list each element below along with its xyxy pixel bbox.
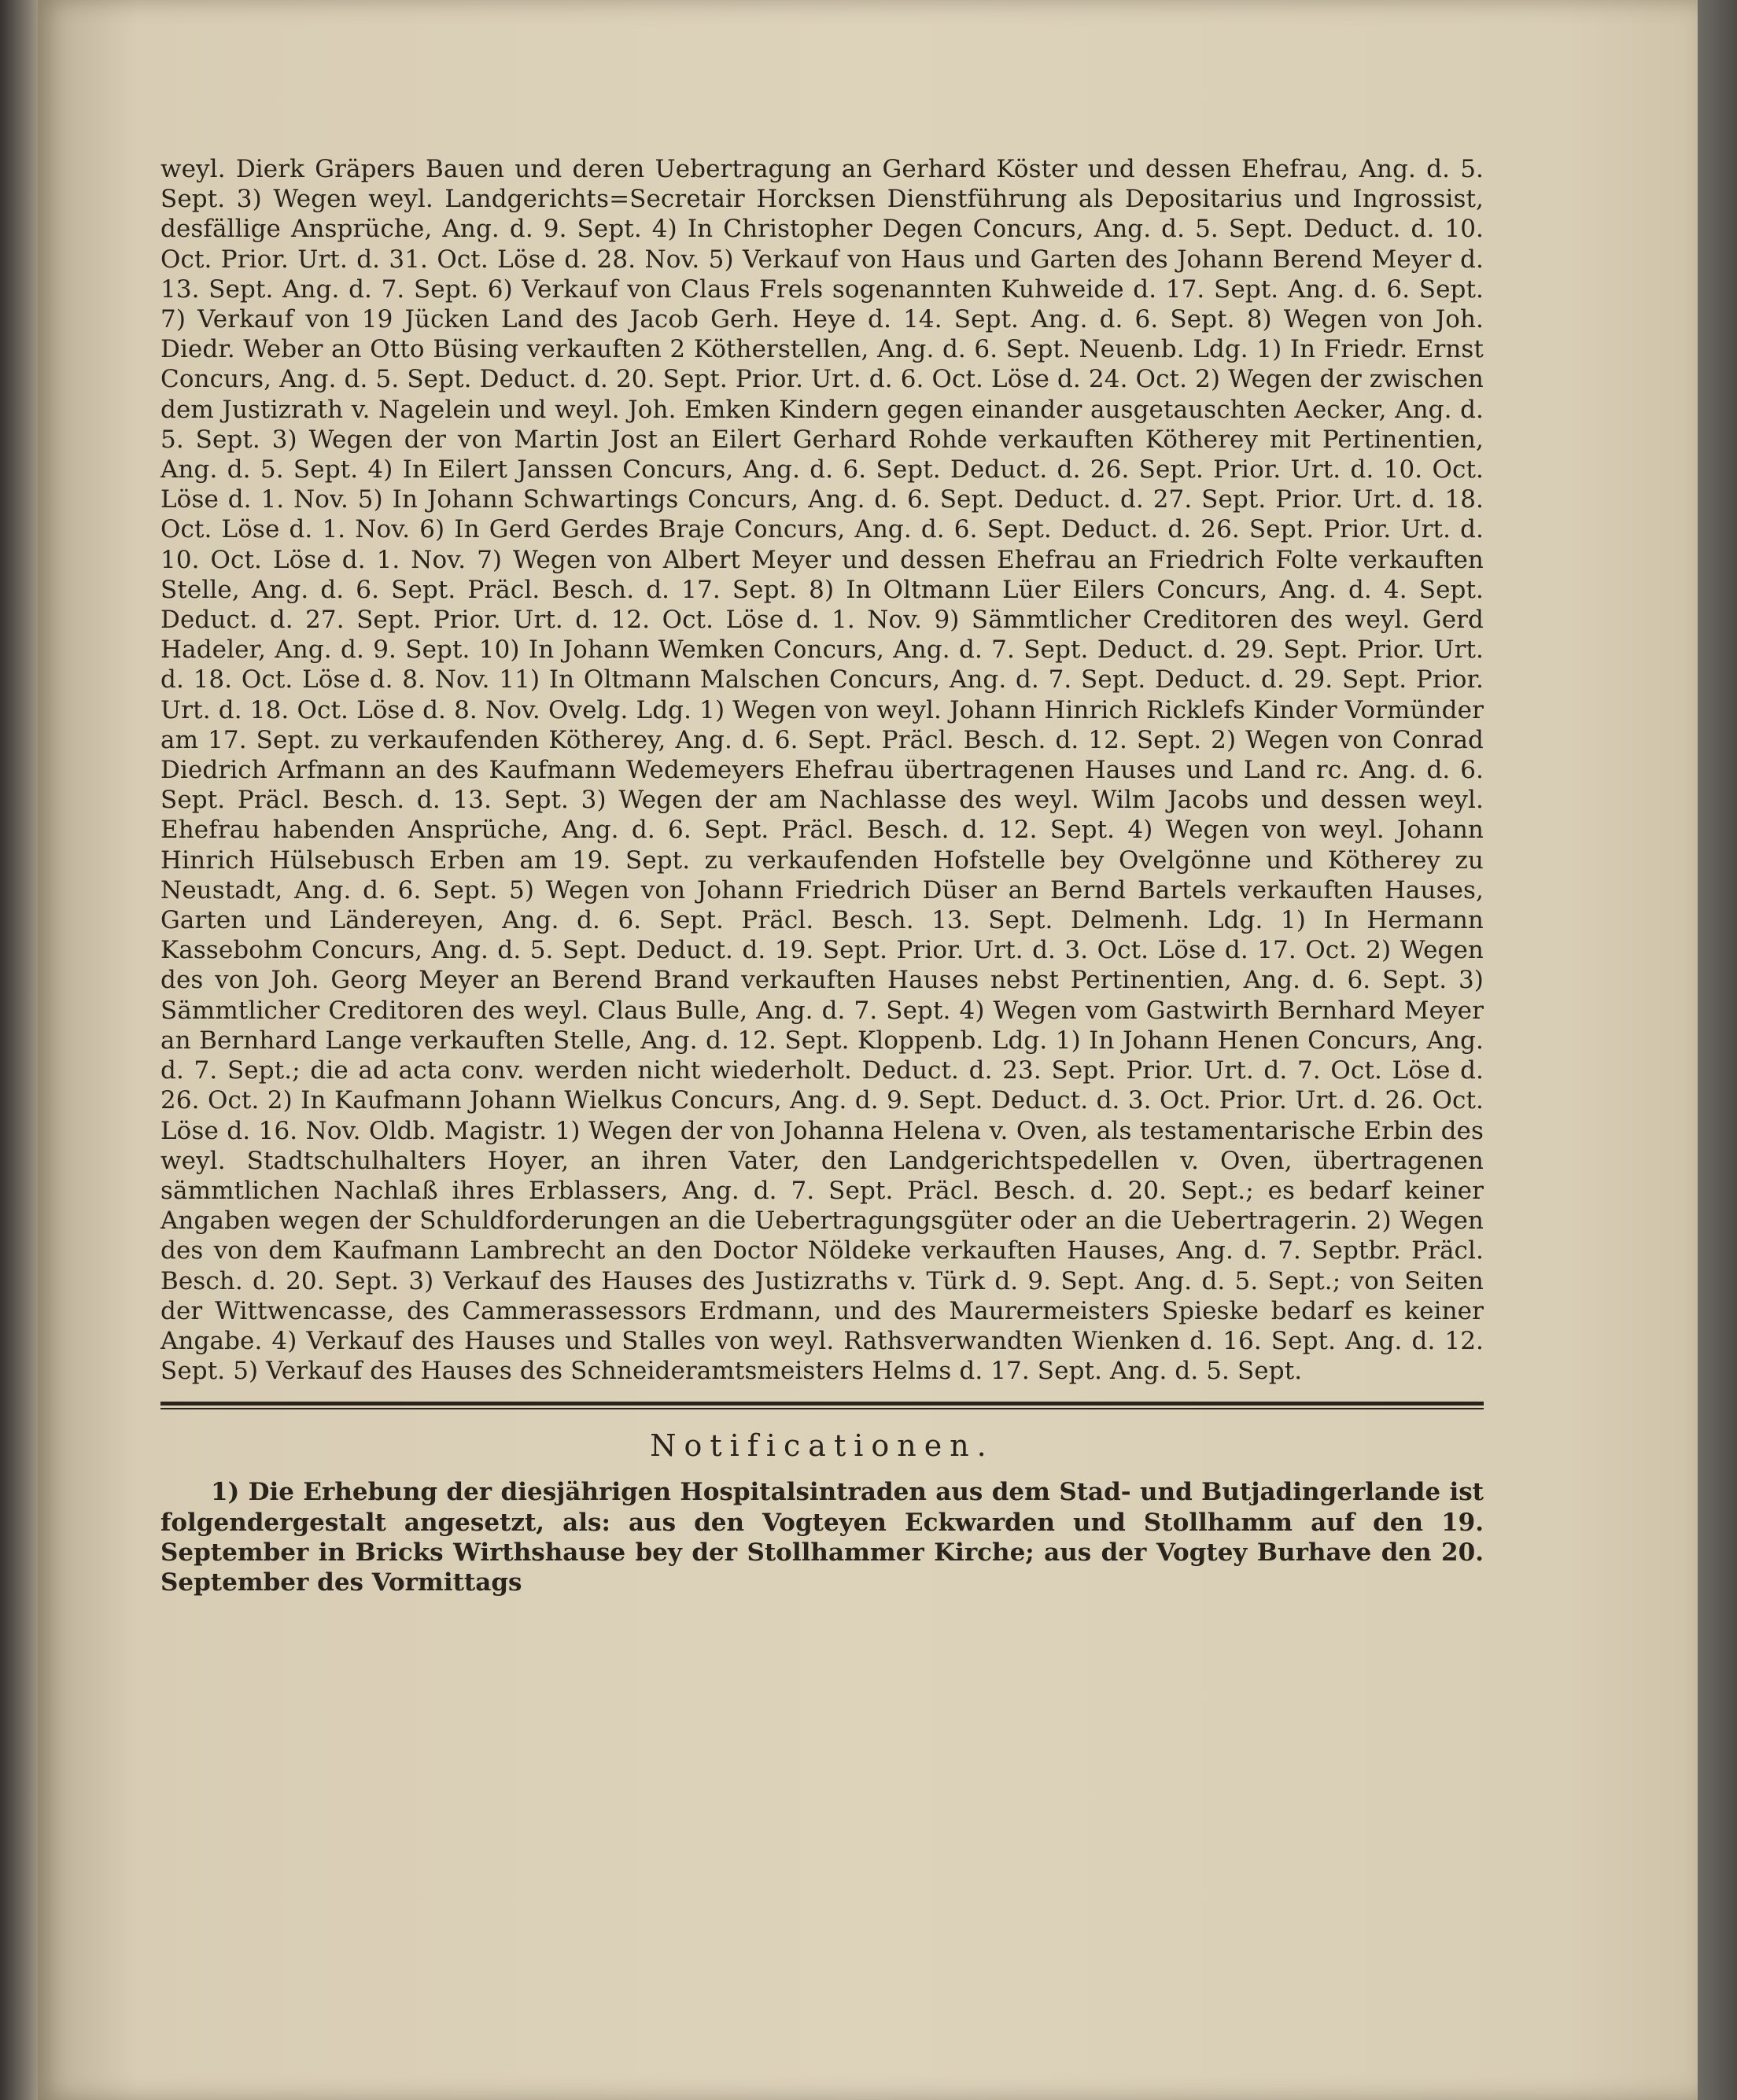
section-divider (160, 1402, 1484, 1409)
adjacent-page-edge (0, 0, 38, 2100)
court-announcements-text: weyl. Dierk Gräpers Bauen und deren Uebertragung an Gerhard Köster und dessen Ehefrau, Ang. d. 5. Sept. 3) Wegen weyl. Landgerichts=Secretair Horcksen Dienstführung als Depositarius und Ingrossist, desfällige Ansprüche, Ang. d. 9. Sept. 4) In Christopher Degen Concurs, Ang. d. 5. Sept. Deduct. d. 10. Oct. Prior. Urt. d. 31. Oct. Löse d. 28. Nov. 5) Verkauf von Haus und Garten des Johann Berend Meyer d. 13. Sept. Ang. d. 7. Sept. 6) Verkauf von Claus Frels sogenannten Kuhweide d. 17. Sept. Ang. d. 6. Sept. 7) Verkauf von 19 Jücken Land des Jacob Gerh. Heye d. 14. Sept. Ang. d. 6. Sept. 8) Wegen von Joh. Diedr. Weber an Otto Büsing verkauften 2 Kötherstellen, Ang. d. 6. Sept. Neuenb. Ldg. 1) In Friedr. Ernst Concurs, Ang. d. 5. Sept. Deduct. d. 20. Sept. Prior. Urt. d. 6. Oct. Löse d. 24. Oct. 2) Wegen der zwischen dem Justizrath v. Nagelein und weyl. Joh. Emken Kindern gegen einander ausgetauschten Aecker, Ang. d. 5. Sept. 3) Wegen der von Martin Jost an Eilert Gerhard Rohde verkauften Kötherey mit Pertinentien, Ang. d. 5. Sept. 4) In Eilert Janssen Concurs, Ang. d. 6. Sept. Deduct. d. 26. Sept. Prior. Urt. d. 10. Oct. Löse d. 1. Nov. 5) In Johann Schwartings Concurs, Ang. d. 6. Sept. Deduct. d. 27. Sept. Prior. Urt. d. 18. Oct. Löse d. 1. Nov. 6) In Gerd Gerdes Braje Concurs, Ang. d. 6. Sept. Deduct. d. 26. Sept. Prior. Urt. d. 10. Oct. Löse d. 1. Nov. 7) Wegen von Albert Meyer und dessen Ehefrau an Friedrich Folte verkauften Stelle, Ang. d. 6. Sept. Präcl. Besch. d. 17. Sept. 8) In Oltmann Lüer Eilers Concurs, Ang. d. 4. Sept. Deduct. d. 27. Sept. Prior. Urt. d. 12. Oct. Löse d. 1. Nov. 9) Sämmtlicher Creditoren des weyl. Gerd Hadeler, Ang. d. 9. Sept. 10) In Johann Wemken Concurs, Ang. d. 7. Sept. Deduct. d. 29. Sept. Prior. Urt. d. 18. Oct. Löse d. 8. Nov. 11) In Oltmann Malschen Concurs, Ang. d. 7. Sept. Deduct. d. 29. Sept. Prior. Urt. d. 18. Oct. Löse d. 8. Nov. Ovelg. Ldg. 1) Wegen von weyl. Johann Hinrich Ricklefs Kinder Vormünder am 17. Sept. zu verkaufenden Kötherey, Ang. d. 6. Sept. Präcl. Besch. d. 12. Sept. 2) Wegen von Conrad Diedrich Arfmann an des Kaufmann Wedemeyers Ehefrau übertragenen Hauses und Land rc. Ang. d. 6. Sept. Präcl. Besch. d. 13. Sept. 3) Wegen der am Nachlasse des weyl. Wilm Jacobs und dessen weyl. Ehefrau habenden Ansprüche, Ang. d. 6. Sept. Präcl. Besch. d. 12. Sept. 4) Wegen von weyl. Johann Hinrich Hülsebusch Erben am 19. Sept. zu verkaufenden Hofstelle bey Ovelgönne und Kötherey zu Neustadt, Ang. d. 6. Sept. 5) Wegen von Johann Friedrich Düser an Bernd Bartels verkauften Hauses, Garten und Ländereyen, Ang. d. 6. Sept. Präcl. Besch. 13. Sept. Delmenh. Ldg. 1) In Hermann Kassebohm Concurs, Ang. d. 5. Sept. Deduct. d. 19. Sept. Prior. Urt. d. 3. Oct. Löse d. 17. Oct. 2) Wegen des von Joh. Georg Meyer an Berend Brand verkauften Hauses nebst Pertinentien, Ang. d. 6. Sept. 3) Sämmtlicher Creditoren des weyl. Claus Bulle, Ang. d. 7. Sept. 4) Wegen vom Gastwirth Bernhard Meyer an Bernhard Lange verkauften Stelle, Ang. d. 12. Sept. Kloppenb. Ldg. 1) In Johann Henen Concurs, Ang. d. 7. Sept.; die ad acta conv. werden nicht wiederholt. Deduct. d. 23. Sept. Prior. Urt. d. 7. Oct. Löse d. 26. Oct. 2) In Kaufmann Johann Wielkus Concurs, Ang. d. 9. Sept. Deduct. d. 3. Oct. Prior. Urt. d. 26. Oct. Löse d. 16. Nov. Oldb. Magistr. 1) Wegen der von Johanna Helena v. Oven, als testamentarische Erbin des weyl. Stadtschulhalters Hoyer, an ihren Vater, den Landgerichtspedellen v. Oven, übertragenen sämmtlichen Nachlaß ihres Erblassers, Ang. d. 7. Sept. Präcl. Besch. d. 20. Sept.; es bedarf keiner Angaben wegen der Schuldforderungen an die Uebertragungsgüter oder an die Uebertragerin. 2) Wegen des von dem Kaufmann Lambrecht an den Doctor Nöldeke verkauften Hauses, Ang. d. 7. Septbr. Präcl. Besch. d. 20. Sept. 3) Verkauf des Hauses des Justizraths v. Türk d. 9. Sept. Ang. d. 5. Sept.; von Seiten der Wittwencasse, des Cammerassessors Erdmann, und des Maurermeisters Spieske bedarf es keiner Angabe. 4) Verkauf des Hauses und Stalles von weyl. Rathsverwandten Wienken d. 16. Sept. Ang. d. 12. Sept. 5) Verkauf des Hauses des Schneideramtsmeisters Helms d. 17. Sept. Ang. d. 5. Sept. (160, 155, 1484, 1386)
section-heading: Notificationen. (650, 1428, 994, 1464)
page-content (160, 154, 1484, 1597)
scan-background-edge (1698, 0, 1737, 2100)
notification-paragraph: 1) Die Erhebung der diesjährigen Hospitalsintraden aus dem Stad- und Butjadingerlande ist folgendergestalt angesetzt, als: aus den Vogteyen Eckwarden und Stollhamm auf den 19. September in Bricks Wirthshause bey der Stollhammer Kirche; aus der Vogtey Burhave den 20. September des Vormittags (160, 1478, 1484, 1597)
